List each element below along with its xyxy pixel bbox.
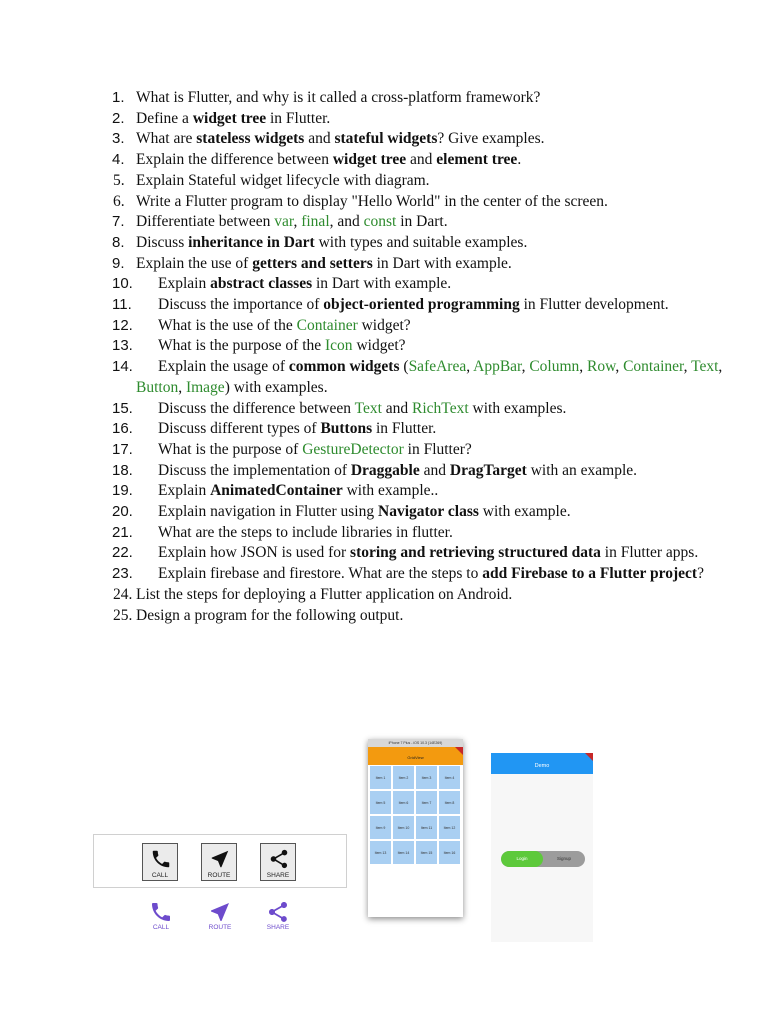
bold-term: Buttons xyxy=(320,420,373,438)
question-text: Explain the use of xyxy=(136,254,253,272)
question-number: 15. xyxy=(112,399,133,417)
bold-term: object-oriented programming xyxy=(323,296,520,314)
login-signup-toggle[interactable] xyxy=(501,851,585,867)
question-number: 7. xyxy=(112,213,125,231)
question-text: What is the purpose of xyxy=(158,440,303,458)
grid-cell[interactable]: Item 14 xyxy=(393,841,414,864)
question-text: What are xyxy=(136,130,197,148)
question-number: 6. xyxy=(113,192,125,210)
question-item xyxy=(0,316,768,337)
question-text: with example. xyxy=(478,503,571,521)
question-text: with examples. xyxy=(468,399,567,417)
question-text: and xyxy=(419,461,450,479)
question-item xyxy=(0,233,768,254)
bold-term: stateless widgets xyxy=(196,130,305,148)
question-text: , xyxy=(466,358,474,376)
question-item xyxy=(0,336,768,357)
login-option[interactable]: Login xyxy=(501,851,543,867)
question-item xyxy=(0,606,768,627)
question-text: . xyxy=(517,151,522,169)
widget-term: Column xyxy=(529,358,580,376)
widget-term: Text xyxy=(354,399,382,417)
question-text: , xyxy=(683,358,692,376)
debug-banner-icon xyxy=(453,747,463,757)
grid-cell[interactable]: Item 1 xyxy=(370,766,391,789)
question-number: 3. xyxy=(112,130,125,148)
bold-term: widget tree xyxy=(192,109,267,127)
question-text: Discuss the implementation of xyxy=(158,461,351,479)
question-list xyxy=(0,88,768,626)
share-icon xyxy=(268,848,290,870)
grid-cell[interactable]: Item 7 xyxy=(416,791,437,814)
question-text: Explain xyxy=(158,275,211,293)
question-number: 1. xyxy=(112,89,125,106)
debug-banner-icon xyxy=(583,753,593,763)
question-number: 16. xyxy=(112,420,133,438)
question-text: Differentiate between xyxy=(136,213,275,231)
grid-cell[interactable]: Item 13 xyxy=(370,841,391,864)
widget-term: Icon xyxy=(325,337,353,355)
demo-appbar xyxy=(491,753,593,774)
demo-title: Demo xyxy=(534,763,550,769)
question-item xyxy=(0,523,768,544)
grid-cell[interactable]: Item 12 xyxy=(439,816,460,839)
grid-cell[interactable]: Item 11 xyxy=(416,816,437,839)
question-number: 5. xyxy=(113,171,125,189)
signup-option[interactable]: Signup xyxy=(556,856,571,861)
question-text: Discuss different types of xyxy=(158,420,321,438)
question-text: , xyxy=(178,378,186,396)
grid-cell[interactable]: Item 2 xyxy=(393,766,414,789)
widget-term: final xyxy=(301,213,330,231)
question-number: 14. xyxy=(112,358,133,376)
question-text: What is the purpose of the xyxy=(158,337,326,355)
navigation-arrow-icon xyxy=(209,848,231,870)
question-item xyxy=(0,585,768,606)
widget-term: SafeArea xyxy=(408,358,467,376)
question-number: 8. xyxy=(112,233,125,251)
question-text: Discuss the importance of xyxy=(158,296,324,314)
call-button[interactable] xyxy=(142,843,178,881)
question-item xyxy=(0,212,768,233)
share-icon-item[interactable] xyxy=(258,898,298,936)
widget-term: const xyxy=(363,213,397,231)
question-text: in Dart with example. xyxy=(312,275,452,293)
bold-term: inheritance in Dart xyxy=(188,233,315,251)
question-text: in Flutter development. xyxy=(519,296,669,314)
question-item xyxy=(0,481,768,502)
question-number: 22. xyxy=(112,544,133,562)
question-text: in Flutter. xyxy=(372,420,437,438)
question-text: , xyxy=(293,213,302,231)
question-text: Explain navigation in Flutter using xyxy=(158,503,378,521)
question-text: Discuss the difference between xyxy=(158,399,355,417)
question-text: widget? xyxy=(352,337,406,355)
question-text: Write a Flutter program to display "Hello World" in the center of the screen. xyxy=(136,192,608,210)
question-item xyxy=(0,461,768,482)
widget-term: var xyxy=(274,213,294,231)
question-item xyxy=(0,399,768,420)
grid-cell[interactable]: Item 15 xyxy=(416,841,437,864)
bold-term: stateful widgets xyxy=(334,130,438,148)
question-number: 23. xyxy=(112,565,133,583)
grid-cell[interactable]: Item 4 xyxy=(439,766,460,789)
question-text: in Flutter? xyxy=(403,440,472,458)
question-number: 11. xyxy=(112,296,132,314)
widget-term: Text xyxy=(691,358,719,376)
question-item xyxy=(0,543,768,564)
call-icon-item[interactable] xyxy=(141,898,181,936)
widget-term: Row xyxy=(587,358,616,376)
widget-term: Container xyxy=(623,358,684,376)
call-label: CALL xyxy=(152,924,170,931)
share-icon xyxy=(266,900,290,924)
question-number: 21. xyxy=(112,523,133,541)
question-text: Explain xyxy=(158,482,211,500)
question-text: with types and suitable examples. xyxy=(314,233,528,251)
question-text: Explain Stateful widget lifecycle with diagram. xyxy=(136,171,430,189)
route-icon-item[interactable] xyxy=(200,898,240,936)
bold-term: storing and retrieving structured data xyxy=(350,544,601,562)
bold-term: getters and setters xyxy=(252,254,373,272)
question-item xyxy=(0,440,768,461)
question-text: Explain how JSON is used for xyxy=(158,544,351,562)
question-item xyxy=(0,295,768,316)
bold-term: Draggable xyxy=(350,461,420,479)
question-item xyxy=(0,150,768,171)
question-text: List the steps for deploying a Flutter application on Android. xyxy=(136,585,513,603)
question-item xyxy=(0,357,768,398)
widget-term: RichText xyxy=(412,399,469,417)
question-text: and xyxy=(381,399,413,417)
question-number: 4. xyxy=(112,151,125,169)
navigation-arrow-icon xyxy=(208,900,232,924)
question-text: Design a program for the following output. xyxy=(136,606,404,624)
grid-cell[interactable]: Item 10 xyxy=(393,816,414,839)
question-number: 17. xyxy=(112,440,133,458)
widget-term: AppBar xyxy=(473,358,522,376)
question-text: What is the use of the xyxy=(158,316,297,334)
gridview-appbar xyxy=(368,747,463,765)
route-label: ROUTE xyxy=(208,924,232,931)
question-text: ? Give examples. xyxy=(437,130,545,148)
question-text: widget? xyxy=(357,316,411,334)
phone-icon xyxy=(150,848,172,870)
grid-cell[interactable]: Item 6 xyxy=(393,791,414,814)
question-item xyxy=(0,254,768,275)
question-number: 12. xyxy=(112,316,133,334)
route-button[interactable] xyxy=(201,843,237,881)
gridview-phone-screenshot xyxy=(368,739,463,917)
bold-term: add Firebase to a Flutter project xyxy=(482,565,698,583)
share-label: SHARE xyxy=(266,924,290,931)
question-item xyxy=(0,274,768,295)
share-button[interactable] xyxy=(260,843,296,881)
question-text: ( xyxy=(399,358,409,376)
question-text: What is Flutter, and why is it called a cross-platform framework? xyxy=(136,89,541,106)
question-text: with an example. xyxy=(526,461,638,479)
gridview-title: GridView xyxy=(407,755,424,760)
widget-term: Container xyxy=(296,316,358,334)
question-text: and xyxy=(304,130,335,148)
bold-term: AnimatedContainer xyxy=(210,482,343,500)
question-number: 13. xyxy=(112,337,133,355)
widget-term: Image xyxy=(185,378,225,396)
icon-button-row xyxy=(93,834,347,888)
question-text: ? xyxy=(697,565,704,583)
question-item xyxy=(0,109,768,130)
bold-term: element tree xyxy=(436,151,518,169)
question-item xyxy=(0,88,768,109)
share-label: SHARE xyxy=(266,872,290,879)
switch-phone-screenshot xyxy=(491,753,593,942)
question-text: in Dart. xyxy=(396,213,448,231)
bold-term: Navigator class xyxy=(378,503,479,521)
bold-term: abstract classes xyxy=(210,275,313,293)
question-text: Explain the difference between xyxy=(136,151,333,169)
simulator-status-bar: iPhone 7 Plus - iOS 10.3 (14E269) xyxy=(368,739,463,747)
question-text: and xyxy=(406,151,437,169)
question-number: 20. xyxy=(112,503,133,521)
question-item xyxy=(0,129,768,150)
question-text: , xyxy=(615,358,624,376)
phone-icon xyxy=(149,900,173,924)
question-text: Explain the usage of xyxy=(158,358,289,376)
question-text: in Flutter apps. xyxy=(600,544,699,562)
widget-term: GestureDetector xyxy=(302,440,404,458)
bold-term: common widgets xyxy=(288,358,400,376)
grid-cell[interactable]: Item 3 xyxy=(416,766,437,789)
question-number: 9. xyxy=(112,254,125,272)
grid xyxy=(370,766,461,864)
question-text: , xyxy=(718,358,723,376)
call-label: CALL xyxy=(151,872,169,879)
question-number: 10. xyxy=(112,275,133,293)
question-text: , xyxy=(579,358,588,376)
question-number: 2. xyxy=(112,109,125,127)
question-item xyxy=(0,419,768,440)
question-text: Discuss xyxy=(136,233,189,251)
question-text: with example.. xyxy=(342,482,439,500)
question-text: , and xyxy=(329,213,364,231)
question-number: 24. xyxy=(113,585,133,603)
question-item xyxy=(0,564,768,585)
bold-term: DragTarget xyxy=(449,461,527,479)
question-number: 25. xyxy=(113,606,133,624)
question-number: 18. xyxy=(112,461,133,479)
grid-cell[interactable]: Item 9 xyxy=(370,816,391,839)
widget-term: Button xyxy=(136,378,179,396)
question-number: 19. xyxy=(112,482,133,500)
question-item xyxy=(0,171,768,192)
bold-term: widget tree xyxy=(332,151,407,169)
question-text: , xyxy=(521,358,530,376)
question-item xyxy=(0,192,768,213)
grid-cell[interactable]: Item 5 xyxy=(370,791,391,814)
question-text: Explain firebase and firestore. What are the steps to xyxy=(158,565,483,583)
question-text: Define a xyxy=(136,109,193,127)
route-label: ROUTE xyxy=(207,872,231,879)
grid-cell[interactable]: Item 8 xyxy=(439,791,460,814)
question-text: in Flutter. xyxy=(266,109,331,127)
question-item xyxy=(0,502,768,523)
question-text: What are the steps to include libraries in flutter. xyxy=(158,523,453,541)
question-text: ) with examples. xyxy=(224,378,328,396)
question-text: in Dart with example. xyxy=(372,254,512,272)
grid-cell[interactable]: Item 16 xyxy=(439,841,460,864)
